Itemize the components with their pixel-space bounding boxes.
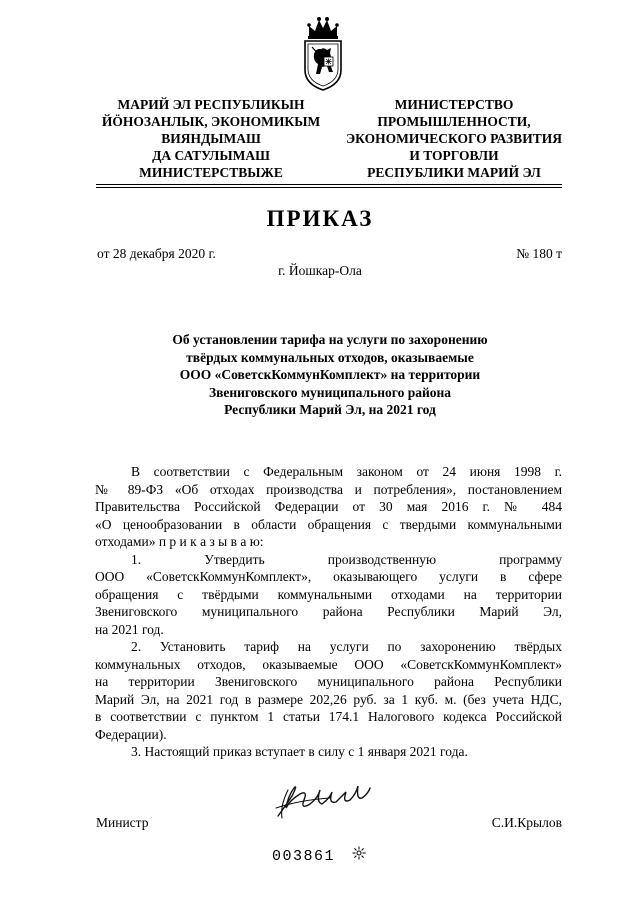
header-right-line: ПРОМЫШЛЕННОСТИ, [377, 114, 531, 129]
body-line: на 2021 год. [95, 621, 164, 637]
title-line: ООО «СоветскКоммунКомплект» на территории [179, 367, 481, 382]
body-line: 2. Установить тариф на услуги по захоронению твёрдых [131, 639, 562, 654]
header-russian-language [334, 96, 574, 181]
body-line: 1. Утвердить производственную программу [131, 551, 562, 567]
title-line: Об установлении тарифа на услуги по захоронению [172, 332, 488, 347]
header-right-line: ЭКОНОМИЧЕСКОГО РАЗВИТИЯ [346, 131, 562, 146]
body-line: № 89-ФЗ «Об отходах производства и потребления», постановлением [95, 481, 562, 497]
body-line: «О ценообразовании в области обращения с твердыми коммунальными [95, 516, 562, 532]
document-number: № 180 т [516, 246, 562, 261]
document-city: г. Йошкар-Ола [278, 263, 362, 278]
title-line: твёрдых коммунальных отходов, оказываемые [186, 349, 474, 365]
header-right-line: МИНИСТЕРСТВО [394, 97, 514, 112]
item-1-paragraph [95, 551, 562, 639]
header-mari-language [86, 96, 336, 181]
document-body [95, 463, 562, 761]
body-line: в соответствии с пунктом 1 статьи 174.1 Налогового кодекса Российской [95, 709, 562, 724]
header-left-line: ЙӦНОЗАНЛЫК, ЭКОНОМИКЫМ [101, 114, 321, 129]
handwritten-signature-icon [270, 778, 378, 822]
document-date: от 28 декабря 2020 г. [97, 246, 216, 261]
item-2-paragraph [95, 638, 562, 743]
document-type: ПРИКАЗ [266, 206, 374, 231]
body-line: Звениговского муниципального района Республики Марий Эл, [95, 604, 562, 619]
body-line: Правительства Российской Федерации от 30 мая 2016 г. № 484 [95, 499, 562, 514]
preamble-paragraph [95, 463, 562, 551]
header-right-line: И ТОРГОВЛИ [409, 148, 499, 163]
body-line: на территории Звениговского муниципального района Республики [95, 674, 562, 689]
body-line: отходами» п р и к а з ы в а ю: [95, 534, 264, 549]
body-line: коммунальных отходов, оказываемые ООО «СоветскКоммунКомплект» [95, 656, 562, 672]
signatory-position: Министр [96, 815, 149, 830]
serial-number: 003861 [272, 848, 336, 865]
header-divider-thin [96, 187, 562, 188]
header-left-line: ДА САТУЛЫМАШ [152, 148, 270, 163]
body-line: обращения с твёрдыми коммунальными отходами на территории [95, 586, 562, 602]
body-line: ООО «СоветскКоммунКомплект», оказывающего услуги в сфере [95, 569, 562, 584]
header-left-line: МАРИЙ ЭЛ РЕСПУБЛИКЫН [117, 97, 305, 112]
title-line: Республики Марий Эл, на 2021 год [224, 402, 436, 417]
document-title [100, 331, 560, 419]
header-left-line: ВИЯНДЫМАШ [161, 131, 261, 146]
signatory-name: С.И.Крылов [491, 815, 562, 830]
body-line: Федерации). [95, 726, 167, 742]
header-divider [96, 184, 562, 185]
coat-of-arms-icon [300, 14, 346, 92]
ornament-star-icon [352, 846, 366, 860]
item-3-paragraph [95, 743, 562, 761]
title-line: Звениговского муниципального района [208, 384, 452, 400]
body-line: 3. Настоящий приказ вступает в силу с 1 января 2021 года. [131, 744, 468, 759]
header-right-line: РЕСПУБЛИКИ МАРИЙ ЭЛ [367, 165, 541, 180]
body-line: Марий Эл, на 2021 год в размере 202,26 руб. за 1 куб. м. (без учета НДС, [95, 691, 562, 707]
body-line: В соответствии с Федеральным законом от 24 июня 1998 г. [131, 464, 562, 479]
header-left-line: МИНИСТЕРСТВЫЖЕ [139, 165, 283, 180]
